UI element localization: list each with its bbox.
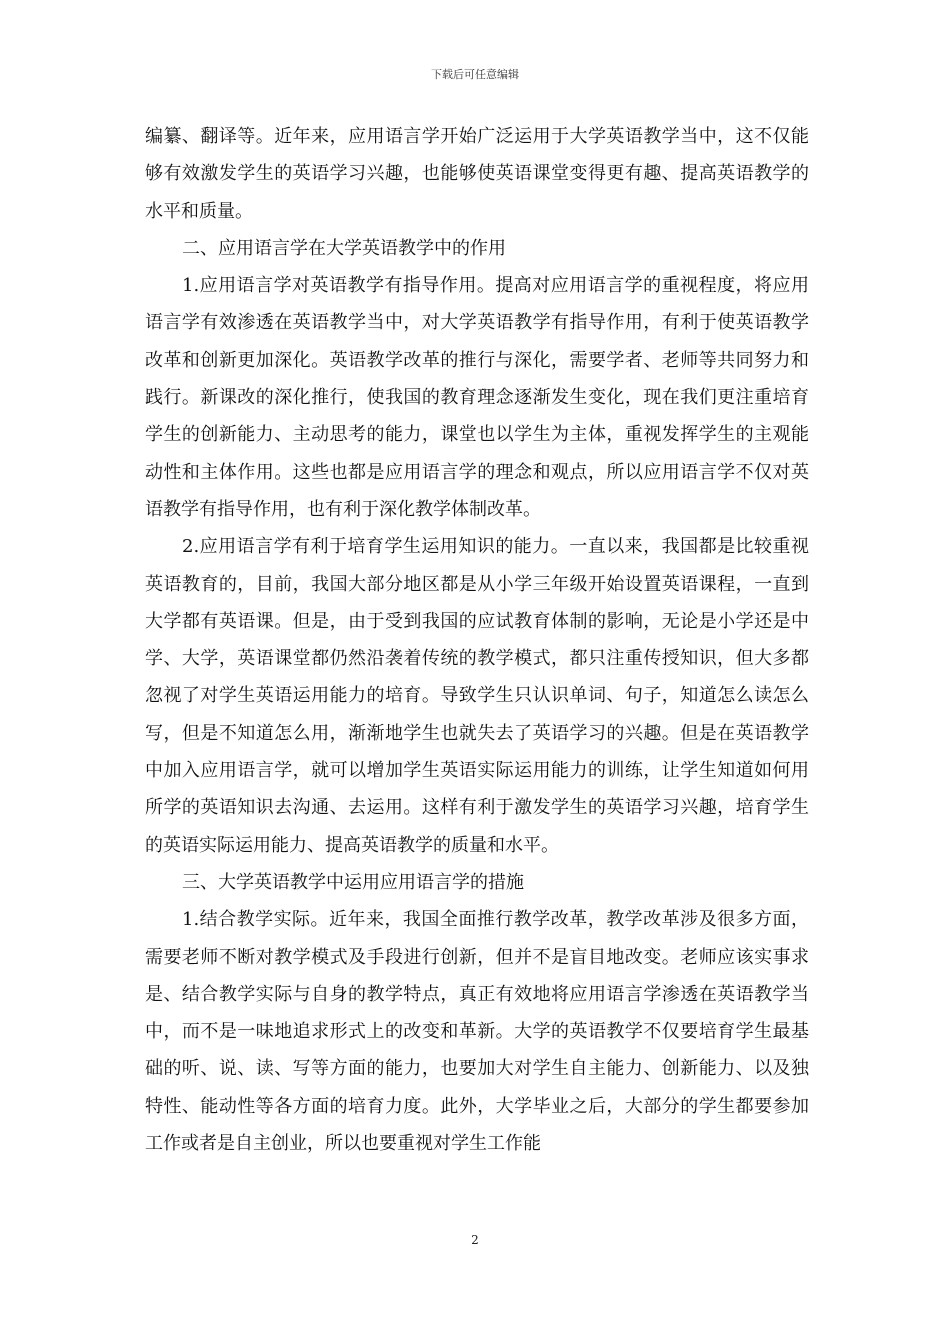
page-header: 下载后可任意编辑 — [431, 68, 519, 81]
paragraph-continuation: 编纂、翻译等。近年来，应用语言学开始广泛运用于大学英语教学当中，这不仅能够有效激发学生的英语学习兴趣，也能够使英语课堂变得更有趣、提高英语教学的水平和质量。 — [145, 126, 809, 222]
section-heading-2: 二、应用语言学在大学英语教学中的作用 — [182, 237, 506, 259]
document-body — [145, 118, 809, 1162]
paragraph-3-1: 1.结合教学实际。近年来，我国全面推行教学改革，教学改革涉及很多方面，需要老师不断对教学模式及手段进行创新，但并不是盲目地改变。老师应该实事求是、结合教学实际与自身的教学特点，真正有效地将应用语言学渗透在英语教学当中，而不是一味地追求形式上的改变和革新。大学的英语教学不仅要培育学生最基础的听、说、读、写等方面的能力，也要加大对学生自主能力、创新能力、以及独特性、能动性等各方面的培育力度。此外，大学毕业之后，大部分的学生都要参加工作或者是自主创业，所以也要重视对学生工作能 — [145, 909, 809, 1155]
section-heading-3: 三、大学英语教学中运用应用语言学的措施 — [182, 871, 524, 893]
paragraph-2-1: 1.应用语言学对英语教学有指导作用。提高对应用语言学的重视程度，将应用语言学有效渗透在英语教学当中，对大学英语教学有指导作用，有利于使英语教学改革和创新更加深化。英语教学改革的推行与深化，需要学者、老师等共同努力和践行。新课改的深化推行，使我国的教育理念逐渐发生变化，现在我们更注重培育学生的创新能力、主动思考的能力，课堂也以学生为主体，重视发挥学生的主观能动性和主体作用。这些也都是应用语言学的理念和观点，所以应用语言学不仅对英语教学有指导作用，也有利于深化教学体制改革。 — [145, 275, 809, 520]
page-number: 2 — [471, 1233, 479, 1247]
paragraph-2-2: 2.应用语言学有利于培育学生运用知识的能力。一直以来，我国都是比较重视英语教育的，目前，我国大部分地区都是从小学三年级开始设置英语课程，一直到大学都有英语课。但是，由于受到我国的应试教育体制的影响，无论是小学还是中学、大学，英语课堂都仍然沿袭着传统的教学模式，都只注重传授知识，但大多都忽视了对学生英语运用能力的培育。导致学生只认识单词、句子，知道怎么读怎么写，但是不知道怎么用，渐渐地学生也就失去了英语学习的兴趣。但是在英语教学中加入应用语言学，就可以增加学生英语实际运用能力的训练，让学生知道如何用所学的英语知识去沟通、去运用。这样有利于激发学生的英语学习兴趣，培育学生的英语实际运用能力、提高英语教学的质量和水平。 — [145, 536, 809, 856]
